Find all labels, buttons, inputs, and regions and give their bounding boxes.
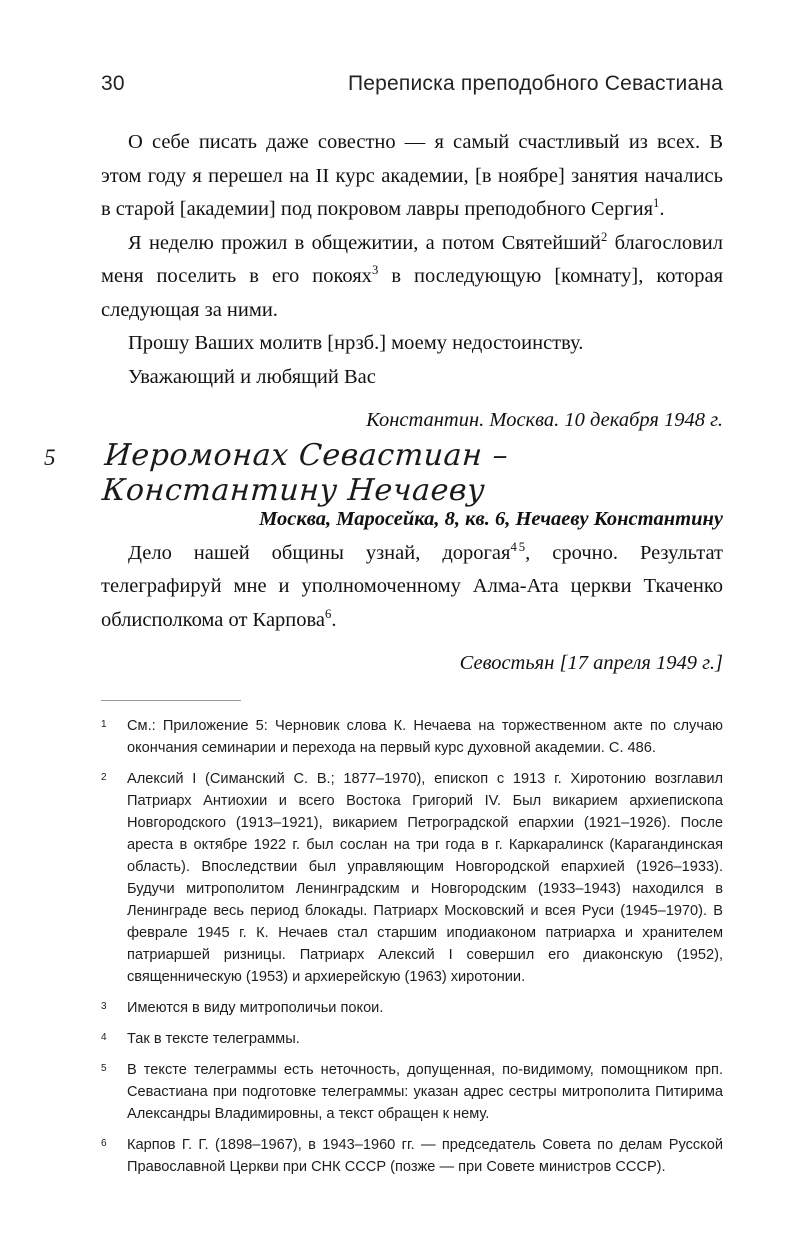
footnote-ref-6[interactable]: 6 [325,606,332,621]
running-header [101,72,723,102]
footnote-text: См.: Приложение 5: Черновик слова К. Нечаева на торжественном акте по случаю окончания семинарии и перехода на первый курс духовной академии. С. 486. [127,718,723,756]
footnote-number: 2 [101,772,107,783]
footnote-item [101,1059,723,1125]
footnote-list [101,715,723,1178]
footnote-number: 5 [101,1063,107,1074]
letter-number: 5 [44,445,56,470]
letter-address: Москва, Маросейка, 8, кв. 6, Нечаеву Константину [259,508,723,530]
paragraph [101,537,723,638]
letter-body-second [101,503,723,681]
paragraph: Уважающий и любящий Вас [128,365,376,388]
footnote-number: 6 [101,1138,107,1149]
footnote-number: 1 [101,719,107,730]
footnote-text: Так в тексте телеграммы. [127,1031,300,1047]
footnote-text: Алексий I (Симанский С. В.; 1877–1970), епископ с 1913 г. Хиротонию возглавил Патриарх Антиохии и всего Востока Григорий IV. Был викарием архиепископа Новгородского (1913–1921), викарием Петроградской епархии (1921–1926). После ареста в октябре 1922 г. был сослан на три года в г. Каркаралинск (Карагандинская область). Впоследствии был управляющим Новгородской епархией (1926–1933). Будучи митрополитом Ленинградским и Новгородским (1933–1943) находился в Ленинграде весь период блокады. Патриарх Московский и всея Руси (1945–1970). В феврале 1945 г. К. Нечаев стал старшим иподиаконом патриарха и хранителем патриаршей ризницы. Патриарх Алексий I совершил его диаконскую (1952), священническую (1953) и архиерейскую (1963) хиротонии. [127,771,723,985]
paragraph [101,126,723,227]
footnote-item [101,1028,723,1050]
footnote-text: В тексте телеграммы есть неточность, допущенная, по-видимому, помощником прп. Севастиана при подготовке телеграммы: указан адрес сестры митрополита Питирима Александры Владимировны, а текст обращен к нему. [127,1062,723,1122]
paragraph [101,227,723,328]
footnote-separator-rule [101,700,241,701]
paragraph: Прошу Ваших молитв [нрзб.] моему недостоинству. [128,332,584,354]
paragraph-text-mid: благословил меня поселить в его покоях [101,231,723,287]
footnotes-section [101,700,723,1187]
paragraph-text-cont: , срочно. Результат телеграфируй мне и уполномоченному Алма-Ата церкви Ткаченко облисполкома от Карпова [101,541,723,631]
footnote-item [101,768,723,988]
footnote-ref-3[interactable]: 3 [371,263,379,278]
footnote-ref-2[interactable]: 2 [601,229,608,244]
running-head-title: Переписка преподобного Севастиана [347,72,723,95]
paragraph-text: Я неделю прожил в общежитии, а потом Святейший [128,231,601,254]
paragraph-text: О себе писать даже совестно — я самый счастливый из всех. В этом году я перешел на II курс академии, [в ноябре] занятия начались в старой [академии] под покровом лавры преподобного Сергия [101,131,723,220]
footnote-ref-1[interactable]: 1 [653,196,660,211]
letter-signature: Константин. Москва. 10 декабря 1948 г. [366,409,723,431]
page-number: 30 [101,72,125,95]
footnote-text: Имеются в виду митрополичьи покои. [127,1000,384,1016]
footnote-number: 4 [101,1032,107,1043]
footnote-ref-5[interactable]: 5 [518,539,526,554]
footnote-ref-4[interactable]: 4 [510,539,517,554]
paragraph-tail: . [331,608,337,631]
footnote-item [101,1134,723,1178]
letter-body-first [101,126,723,438]
footnote-number: 3 [101,1001,107,1012]
paragraph-tail: . [659,198,665,220]
letter-heading-title: Иеромонах Севастиан – Константину Нечаеву [101,438,510,508]
paragraph-tail: в последующую [комнату], которая следующая за ними. [101,265,723,321]
letter-heading [44,438,734,508]
footnote-item [101,997,723,1019]
letter-signature: Севостьян [17 апреля 1949 г.] [459,652,723,674]
footnote-item [101,715,723,759]
footnote-text: Карпов Г. Г. (1898–1967), в 1943–1960 гг. — председатель Совета по делам Русской Православной Церкви при СНК СССР (позже — при Совете министров СССР). [127,1137,723,1175]
paragraph-text: Дело нашей общины узнай, дорогая [128,541,511,564]
